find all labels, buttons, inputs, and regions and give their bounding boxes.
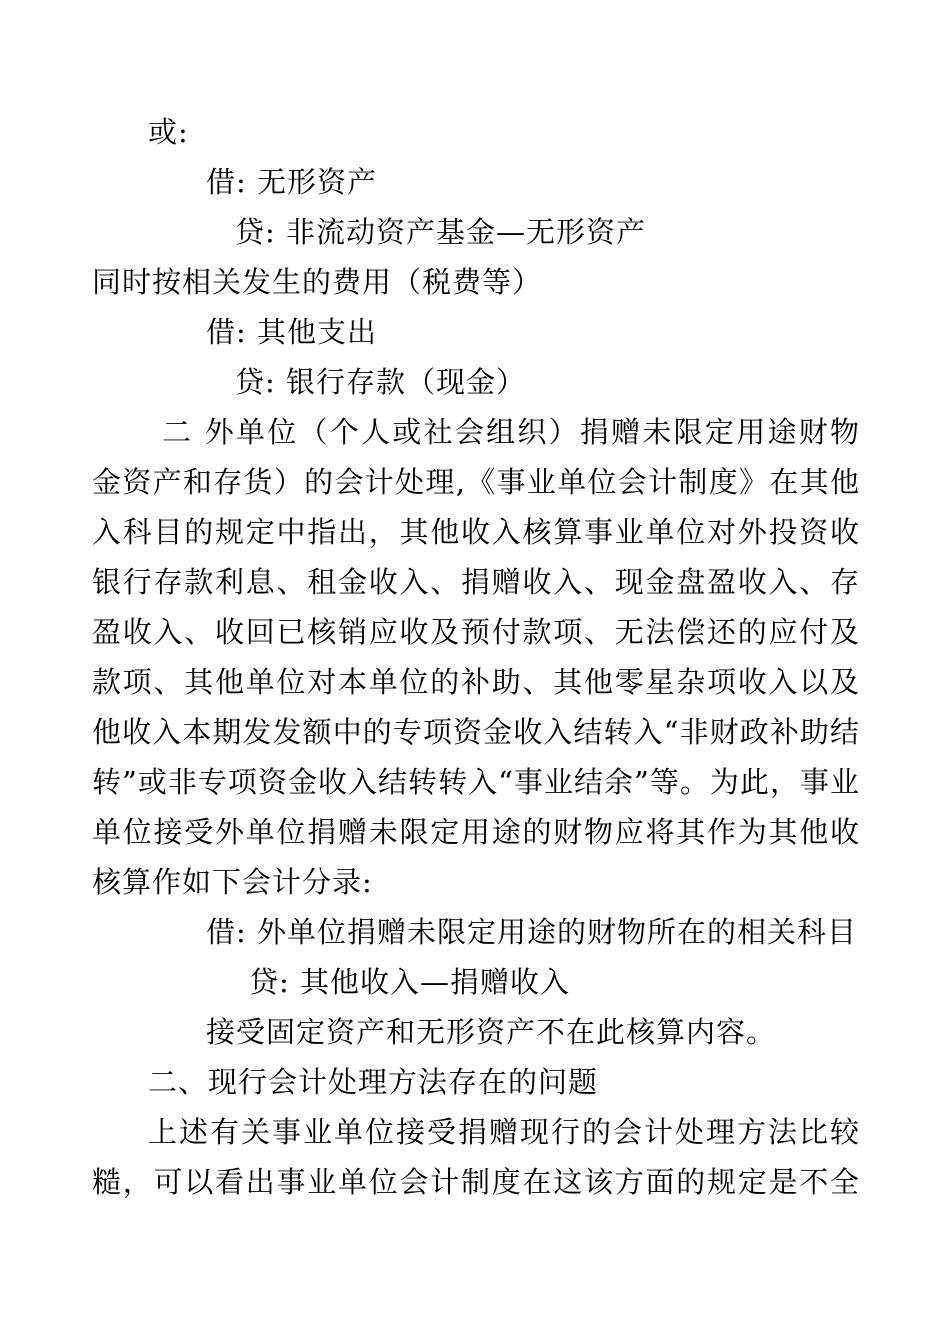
entry-debit-other-expense: 借: 其他支出 <box>206 315 377 349</box>
section-heading-problems: 二、现行会计处理方法存在的问题 <box>148 1065 599 1099</box>
paragraph-line: 单位接受外单位捐赠未限定用途的财物应将其作为其他收 <box>92 815 860 849</box>
entry-credit-bank: 贷: 银行存款（现金） <box>235 365 526 399</box>
entry-debit-donated-assets: 借: 外单位捐赠未限定用途的财物所在的相关科目 <box>206 915 857 949</box>
entry-debit-intangible: 借: 无形资产 <box>206 165 377 199</box>
paragraph-line: 入科目的规定中指出，其他收入核算事业单位对外投资收 <box>92 515 860 549</box>
entry-credit-fund: 贷: 非流动资产基金—无形资产 <box>235 215 646 249</box>
section-heading-donation: 二 外单位（个人或社会组织）捐赠未限定用途财物 <box>162 415 860 449</box>
paragraph-line: 盈收入、收回已核销应收及预付款项、无法偿还的应付及 <box>92 615 860 649</box>
text-line-fees: 同时按相关发生的费用（税费等） <box>92 265 543 299</box>
paragraph-line: 金资产和存货）的会计处理,《事业单位会计制度》在其他 <box>92 465 860 499</box>
paragraph-line: 上述有关事业单位接受捐赠现行的会计处理方法比较 <box>148 1115 860 1149</box>
paragraph-line: 款项、其他单位对本单位的补助、其他零星杂项收入以及 <box>92 665 860 699</box>
paragraph-line: 他收入本期发发额中的专项资金收入结转入“非财政补助结 <box>92 715 860 749</box>
paragraph-line: 转”或非专项资金收入结转转入“事业结余”等。为此，事业 <box>92 765 860 799</box>
text-line-exclusion: 接受固定资产和无形资产不在此核算内容。 <box>206 1015 777 1049</box>
paragraph-line-end: 核算作如下会计分录: <box>92 865 373 899</box>
paragraph-line: 银行存款利息、租金收入、捐赠收入、现金盘盈收入、存 <box>92 565 860 599</box>
paragraph-line: 糙，可以看出事业单位会计制度在这该方面的规定是不全 <box>92 1165 860 1199</box>
entry-credit-other-income: 贷: 其他收入—捐赠收入 <box>249 965 570 999</box>
text-line-or: 或: <box>148 115 189 149</box>
